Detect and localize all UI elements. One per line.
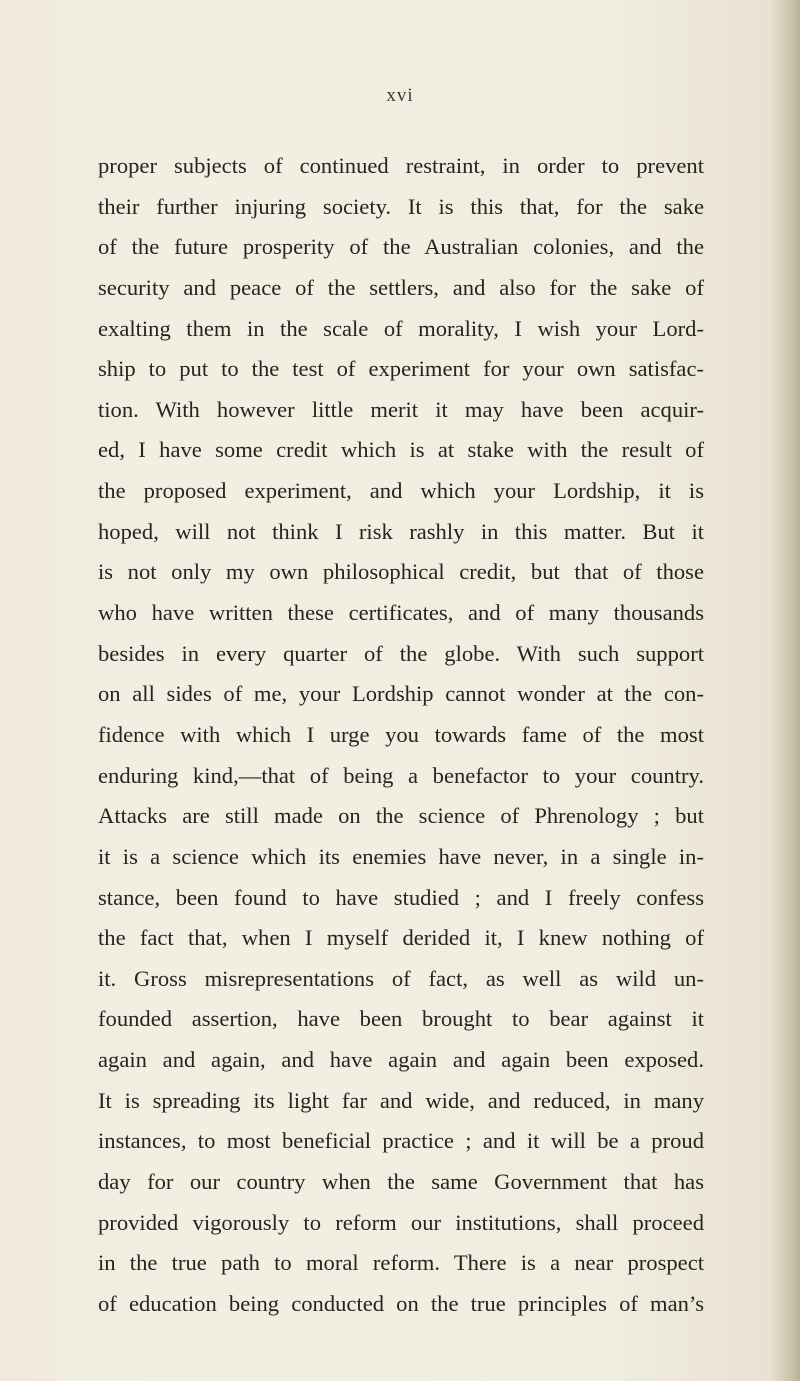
text-line: instances, to most beneficial practice ; and it will be a proud <box>98 1128 704 1154</box>
text-line: provided vigorously to reform our institutions, shall proceed <box>98 1209 704 1235</box>
text-line: security and peace of the settlers, and also for the sake of <box>98 274 704 300</box>
text-line: ship to put to the test of experiment for your own satisfac- <box>98 356 704 382</box>
text-line: exalting them in the scale of morality, I wish your Lord- <box>98 315 704 341</box>
text-line: day for our country when the same Government that has <box>98 1169 704 1195</box>
text-line: hoped, will not think I risk rashly in this matter. But it <box>98 518 704 544</box>
text-line: Attacks are still made on the science of Phrenology ; but <box>98 803 704 829</box>
text-line: the fact that, when I myself derided it, I knew nothing of <box>98 925 704 951</box>
text-line: tion. With however little merit it may have been acquir- <box>98 396 704 422</box>
text-line: of the future prosperity of the Australian colonies, and the <box>98 234 704 260</box>
text-line: besides in every quarter of the globe. With such support <box>98 640 704 666</box>
text-line: enduring kind,—that of being a benefactor to your country. <box>98 762 704 788</box>
text-line: the proposed experiment, and which your Lordship, it is <box>98 478 704 504</box>
text-line: fidence with which I urge you towards fame of the most <box>98 721 704 747</box>
page-edge-shadow <box>772 0 800 1381</box>
text-line: on all sides of me, your Lordship cannot wonder at the con- <box>98 681 704 707</box>
text-line: who have written these certificates, and of many thousands <box>98 600 704 626</box>
text-line: it. Gross misrepresentations of fact, as well as wild un- <box>98 965 704 991</box>
text-line: founded assertion, have been brought to bear against it <box>98 1006 704 1032</box>
text-line: it is a science which its enemies have never, in a single in- <box>98 843 704 869</box>
text-line: their further injuring society. It is this that, for the sake <box>98 193 704 219</box>
text-line: proper subjects of continued restraint, in order to prevent <box>98 153 704 178</box>
text-line: again and again, and have again and again been exposed. <box>98 1047 704 1073</box>
page-number: xvi <box>386 85 414 106</box>
text-line: of education being conducted on the true principles of man’s <box>98 1290 704 1316</box>
text-line: stance, been found to have studied ; and I freely confess <box>98 884 704 910</box>
text-line: ed, I have some credit which is at stake with the result of <box>98 437 704 463</box>
text-line: is not only my own philosophical credit, but that of those <box>98 559 704 585</box>
text-line: It is spreading its light far and wide, and reduced, in many <box>98 1087 704 1113</box>
text-line: in the true path to moral reform. There is a near prospect <box>98 1250 704 1276</box>
body-text <box>98 146 704 1325</box>
